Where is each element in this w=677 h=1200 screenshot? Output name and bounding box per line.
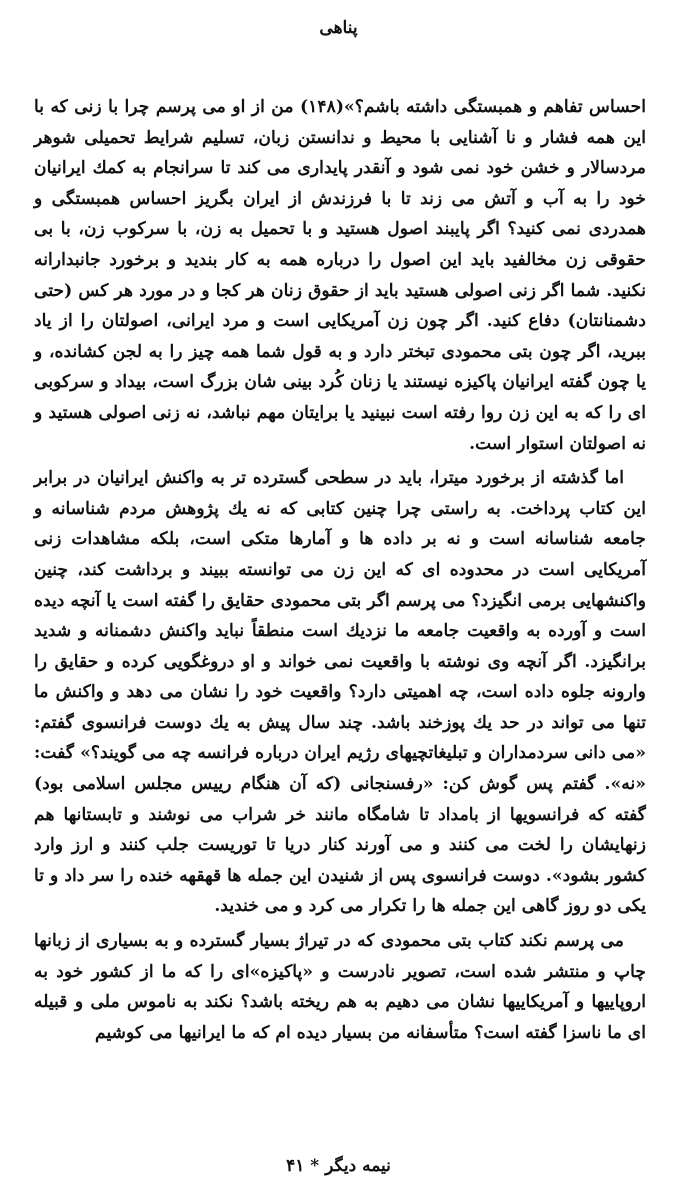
running-head: پناهی: [319, 18, 358, 38]
page-footer: نیمه دیگر * ۴۱: [286, 1156, 391, 1176]
paragraph: اما گذشته از برخورد میترا، باید در سطحی گسترده تر به واکنش ایرانیان در برابر این کتاب پرداخت. به راستی چرا چنین کتابی که نه یك پژوهش مردم شناسانه و جامعه شناسانه است و نه بر داده ها و آمارها متکی است، بلکه مشاهدات زنی آمریکایی است در محدوده ای که این زن می توانسته ببیند و برداشت کند، چنین واکنشهایی برمی انگیزد؟ می پرسم اگر بتی محمودی حقایق را گفته است یا آنچه دیده است و آورده به واقعیت جامعه ما نزدیك است منطقاً نباید واکنش دشمنانه و شدید برانگیزد. اگر آنچه وی نوشته با واقعیت نمی خواند و او دروغگویی کرده و حقایق را وارونه جلوه داده است، چه اهمیتی دارد؟ واقعیت خود را نشان می دهد و واکنش ما تنها می تواند در حد یك پوزخند باشد. چند سال پیش به یك دوست فرانسوی گفتم: «می دانی سردمداران و تبلیغاتچیهای رژیم ایران درباره فرانسه چه می گویند؟» گفت: «نه». گفتم پس گوش کن: «رفسنجانی (که آن هنگام رییس مجلس اسلامی بود) گفته که فرانسویها از بامداد تا شامگاه مانند خر شراب می نوشند و تابستانها هم زنهایشان را لخت می کنند و می آورند کنار دریا تا توریست جلب کنند و ارز وارد کشور بشود». دوست فرانسوی پس از شنیدن این جمله ها قهقهه خنده را سر داد و تا یکی دو روز گاهی این جمله ها را تکرار می کرد و می خندید.: [34, 468, 646, 917]
paragraph: می پرسم نکند کتاب بتی محمودی که در تیراژ بسیار گسترده و به بسیاری از زبانها چاپ و منتشر شده است، تصویر نادرست و «پاکیزه»ای را که ما از کشور خود به اروپاییها و آمریکاییها نشان می دهیم به هم ریخته باشد؟ نکند به ناموس ملی و قبیله ای ما ناسزا گفته است؟ متأسفانه من بسیار دیده ام که ما ایرانیها می کوشیم: [34, 931, 646, 1043]
paragraph: احساس تفاهم و همبستگی داشته باشم؟»(۱۴۸) من از او می پرسم چرا با زنی که با این همه فشار و نا آشنایی با محیط و ندانستن زبان، تسلیم شرایط تحمیلی شوهر مردسالار و خشن خود نمی شود و آنقدر پایداری می کند تا سرانجام به کمك ایرانیان خود را به آب و آتش می زند تا با فرزندش از ایران بگریز احساس همبستگی و همدردی نمی کنید؟ اگر پایبند اصول هستید و با تحمیل به زن، با سرکوب زن، با بی حقوقی زن مخالفید باید این اصول را درباره همه به کار بندید و برخورد جانبدارانه نکنید. شما اگر زنی اصولی هستید باید از حقوق زنان هر کجا و در مورد هر کس (حتی دشمنانتان) دفاع کنید. اگر چون زن آمریکایی است و مرد ایرانی، اصولتان را از یاد ببرید، اگر چون بتی محمودی تبختر دارد و به قول شما همه چیز را به لجن کشانده، و یا چون گفته ایرانیان پاکیزه نیستند یا زنان کُرد بینی شان بزرگ است، بیداد و سرکوبی ای را که به این زن روا رفته است نبینید یا برایتان مهم نباشد، نه زنی اصولی هستید و نه اصولتان استوار است.: [34, 97, 646, 454]
body-text: [34, 92, 646, 1048]
